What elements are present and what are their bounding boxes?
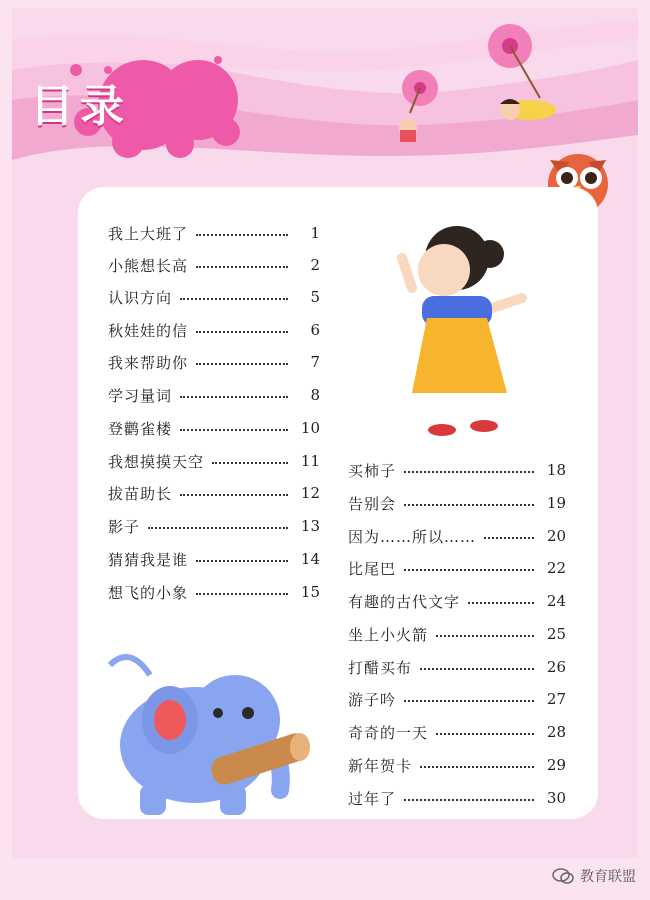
- flower-kite-illustration: [380, 18, 590, 148]
- dot-leader: [180, 298, 288, 300]
- dot-leader: [196, 234, 288, 236]
- toc-entry[interactable]: [108, 350, 320, 374]
- toc-entry-title: 打醋买布: [348, 658, 413, 677]
- toc-entry[interactable]: [108, 580, 320, 604]
- toc-entry[interactable]: [108, 253, 320, 277]
- toc-entry-page: 30: [546, 789, 566, 807]
- toc-entry-page: 24: [546, 592, 566, 610]
- watermark: [552, 866, 636, 886]
- toc-entry-page: 19: [546, 494, 566, 512]
- toc-entry-page: 7: [310, 353, 320, 371]
- dot-leader: [404, 504, 534, 506]
- toc-entry-title: 登鹳雀楼: [108, 419, 173, 438]
- toc-entry-title: 因为……所以……: [348, 527, 477, 546]
- toc-entry-page: 12: [300, 484, 320, 502]
- toc-entry[interactable]: [108, 285, 320, 309]
- toc-entry[interactable]: [348, 556, 566, 580]
- toc-entry-title: 奇奇的一天: [348, 723, 429, 742]
- toc-entry-page: 14: [300, 550, 320, 568]
- toc-entry-title: 影子: [108, 517, 141, 536]
- toc-entry-page: 26: [546, 658, 566, 676]
- toc-entry[interactable]: [348, 720, 566, 744]
- toc-entry-title: 新年贺卡: [348, 756, 413, 775]
- toc-entry-title: 游子吟: [348, 690, 397, 709]
- toc-entry-title: 过年了: [348, 789, 397, 808]
- toc-entry-title: 买柿子: [348, 461, 397, 480]
- toc-entry-page: 13: [300, 517, 320, 535]
- dot-leader: [420, 668, 534, 670]
- toc-entry[interactable]: [348, 491, 566, 515]
- toc-entry-title: 小熊想长高: [108, 256, 189, 275]
- toc-entry-title: 猜猜我是谁: [108, 550, 189, 569]
- toc-entry[interactable]: [348, 753, 566, 777]
- toc-entry[interactable]: [108, 547, 320, 571]
- toc-entry-page: 29: [546, 756, 566, 774]
- dot-leader: [420, 766, 534, 768]
- toc-entry-page: 5: [310, 288, 320, 306]
- toc-entry-title: 学习量词: [108, 386, 173, 405]
- dot-leader: [196, 593, 288, 595]
- toc-entry-title: 我上大班了: [108, 224, 189, 243]
- toc-entry[interactable]: [348, 622, 566, 646]
- toc-entry-title: 告别会: [348, 494, 397, 513]
- toc-entry-title: 认识方向: [108, 288, 173, 307]
- toc-entry-page: 8: [310, 386, 320, 404]
- toc-entry[interactable]: [108, 383, 320, 407]
- toc-entry-title: 坐上小火箭: [348, 625, 429, 644]
- toc-entry-title: 秋娃娃的信: [108, 321, 189, 340]
- toc-entry[interactable]: [108, 221, 320, 245]
- toc-entry[interactable]: [108, 318, 320, 342]
- dot-leader: [180, 494, 288, 496]
- girl-illustration: [372, 218, 532, 448]
- toc-entry-page: 1: [310, 224, 320, 242]
- dot-leader: [404, 471, 534, 473]
- dot-leader: [436, 635, 534, 637]
- page-title: 目录: [30, 81, 130, 132]
- toc-entry-title: 拔苗助长: [108, 484, 173, 503]
- toc-entry-page: 28: [546, 723, 566, 741]
- chat-bubble-icon: [552, 867, 574, 885]
- toc-entry-page: 27: [546, 690, 566, 708]
- toc-entry-title: 我来帮助你: [108, 353, 189, 372]
- dot-leader: [148, 527, 288, 529]
- toc-entry-page: 15: [300, 583, 320, 601]
- dot-leader: [196, 363, 288, 365]
- toc-entry[interactable]: [348, 655, 566, 679]
- watermark-text: 教育联盟: [580, 869, 636, 885]
- dot-leader: [468, 602, 534, 604]
- dot-leader: [180, 429, 288, 431]
- toc-entry-title: 有趣的古代文字: [348, 592, 461, 611]
- toc-entry[interactable]: [108, 449, 320, 473]
- dot-leader: [196, 560, 288, 562]
- dot-leader: [484, 537, 534, 539]
- toc-entry[interactable]: [348, 786, 566, 810]
- toc-entry-page: 2: [310, 256, 320, 274]
- dot-leader: [180, 396, 288, 398]
- dot-leader: [196, 266, 288, 268]
- toc-entry[interactable]: [348, 458, 566, 482]
- toc-entry-page: 10: [300, 419, 320, 437]
- toc-entry[interactable]: [108, 514, 320, 538]
- toc-entry-page: 6: [310, 321, 320, 339]
- dot-leader: [404, 799, 534, 801]
- toc-entry-title: 想飞的小象: [108, 583, 189, 602]
- toc-entry-page: 11: [300, 452, 320, 470]
- toc-entry[interactable]: [108, 416, 320, 440]
- toc-entry-page: 18: [546, 461, 566, 479]
- toc-entry[interactable]: [108, 481, 320, 505]
- toc-entry[interactable]: [348, 687, 566, 711]
- dot-leader: [212, 462, 288, 464]
- elephant-illustration: [100, 625, 320, 825]
- dot-leader: [196, 331, 288, 333]
- toc-entry-page: 22: [546, 559, 566, 577]
- toc-entry-page: 20: [546, 527, 566, 545]
- dot-leader: [436, 733, 534, 735]
- toc-entry[interactable]: [348, 524, 566, 548]
- dot-leader: [404, 569, 534, 571]
- dot-leader: [404, 700, 534, 702]
- toc-entry-title: 比尾巴: [348, 559, 397, 578]
- toc-entry-page: 25: [546, 625, 566, 643]
- toc-entry[interactable]: [348, 589, 566, 613]
- toc-entry-title: 我想摸摸天空: [108, 452, 205, 471]
